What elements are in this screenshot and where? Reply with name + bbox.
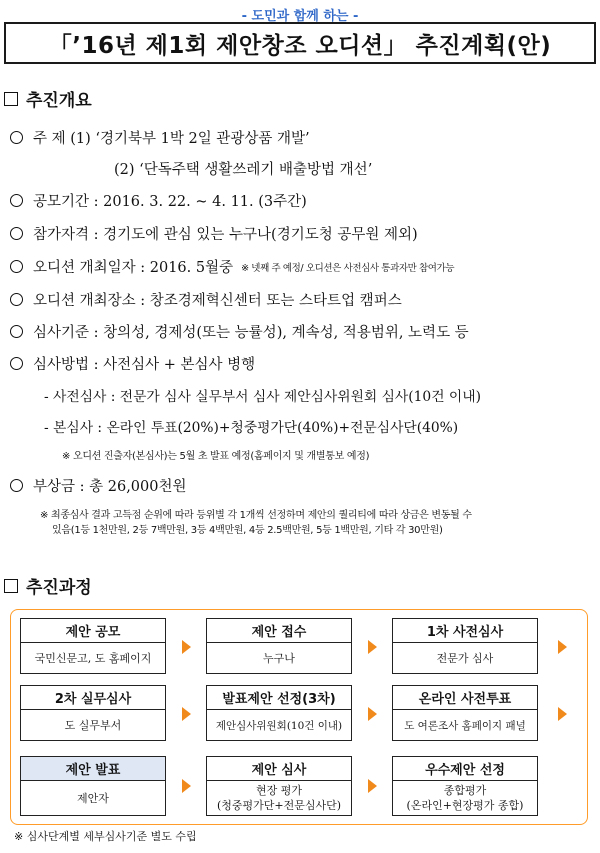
date-text: 오디션 개최일자 : 2016. 5월중 [33, 260, 234, 276]
prize-line [10, 475, 187, 496]
section-process-heading [4, 573, 92, 598]
step-title: 발표제안 선정(3차) [207, 686, 351, 710]
arrow-right-icon [182, 779, 191, 793]
square-bullet-icon [4, 579, 18, 593]
step-card [20, 685, 166, 741]
circle-bullet-icon [10, 479, 23, 492]
step-card [206, 685, 352, 741]
period-line [10, 190, 307, 211]
prize-text: 부상금 : 총 26,000천원 [33, 479, 187, 495]
section-overview-heading [4, 86, 92, 111]
arrow-right-icon [368, 779, 377, 793]
circle-bullet-icon [10, 357, 23, 370]
step-title: 제안 공모 [21, 619, 165, 643]
eligibility-text: 참가자격 : 경기도에 관심 있는 누구나(경기도청 공무원 제외) [33, 227, 418, 243]
section-process-label: 추진과정 [26, 578, 92, 598]
step-title: 온라인 사전투표 [393, 686, 537, 710]
circle-bullet-icon [10, 325, 23, 338]
method-pre-line: - 사전심사 : 전문가 심사 실무부서 심사 제안심사위원회 심사(10건 이내) [44, 389, 481, 405]
arrow-right-icon [182, 640, 191, 654]
step-desc: 국민신문고, 도 홈페이지 [34, 652, 152, 665]
step-card [20, 618, 166, 674]
topic-line [10, 127, 310, 148]
step-desc: 전문가 심사 [436, 652, 494, 665]
prize-note-1: ※ 최종심사 결과 고득점 순위에 따라 등위별 각 1개씩 선정하며 제안의 퀄리티에 따라 상금은 변동될 수 [40, 510, 472, 521]
step-desc-group [207, 781, 351, 815]
circle-bullet-icon [10, 227, 23, 240]
page-title: 「’16년 제1회 제안창조 오디션」 추진계획(안) [48, 32, 552, 59]
criteria-line [10, 321, 469, 342]
method-main-line: - 본심사 : 온라인 투표(20%)+청중평가단(40%)+전문심사단(40%) [44, 420, 459, 436]
arrow-right-icon [558, 707, 567, 721]
step-card [206, 618, 352, 674]
venue-text: 오디션 개최장소 : 창조경제혁신센터 또는 스타트업 캠퍼스 [33, 293, 402, 309]
step-card [392, 756, 538, 816]
method-text: 심사방법 : 사전심사 + 본심사 병행 [33, 357, 256, 373]
step-desc: 도 여론조사 홈페이지 패널 [404, 719, 526, 732]
method-note: ※ 오디션 진출자(본심사)는 5월 초 발표 예정(홈페이지 및 개별통보 예정) [62, 451, 370, 462]
step-card [392, 618, 538, 674]
step-desc: 제안심사위원회(10건 이내) [215, 719, 343, 732]
date-note: ※ 넷째 주 예정/ 오디션은 사전심사 통과자만 참여가능 [241, 263, 455, 274]
subtitle: - 도민과 함께 하는 - [241, 9, 359, 24]
topic-text-1: 주 제 (1) ‘경기북부 1박 2일 관광상품 개발’ [33, 131, 310, 147]
step-desc-group [393, 781, 537, 815]
step-title: 제안 심사 [207, 757, 351, 781]
method-line [10, 353, 255, 374]
step-card [20, 756, 166, 816]
step-title: 1차 사전심사 [393, 619, 537, 643]
step-title: 2차 실무심사 [21, 686, 165, 710]
topic-line-2: (2) ‘단독주택 생활쓰레기 배출방법 개선’ [114, 162, 373, 178]
prize-note-2: 있음(1등 1천만원, 2등 7백만원, 3등 4백만원, 4등 2.5백만원, 5등 1백만원, 기타 각 30만원) [52, 525, 443, 536]
step-desc-detail: (청중평가단+전문심사단) [216, 799, 342, 812]
step-desc: 현장 평가 [255, 784, 302, 797]
date-line [10, 256, 454, 277]
step-desc: 제안자 [77, 791, 109, 805]
square-bullet-icon [4, 92, 18, 106]
step-desc: 누구나 [263, 652, 295, 665]
eligibility-line [10, 223, 418, 244]
step-desc: 도 실무부서 [64, 719, 122, 732]
circle-bullet-icon [10, 260, 23, 273]
criteria-text: 심사기준 : 창의성, 경제성(또는 능률성), 계속성, 적용범위, 노력도 등 [33, 325, 469, 341]
step-card [206, 756, 352, 816]
period-text: 공모기간 : 2016. 3. 22. ~ 4. 11. (3주간) [33, 194, 307, 210]
arrow-right-icon [368, 640, 377, 654]
step-desc: 종합평가 [443, 784, 487, 797]
footnote: ※ 심사단계별 세부심사기준 별도 수립 [14, 830, 197, 843]
section-overview-label: 추진개요 [26, 91, 92, 111]
step-card [392, 685, 538, 741]
step-title: 제안 발표 [21, 757, 165, 781]
circle-bullet-icon [10, 293, 23, 306]
arrow-right-icon [182, 707, 191, 721]
title-box [4, 22, 596, 64]
venue-line [10, 289, 402, 310]
arrow-right-icon [368, 707, 377, 721]
circle-bullet-icon [10, 194, 23, 207]
circle-bullet-icon [10, 131, 23, 144]
step-title: 우수제안 선정 [393, 757, 537, 781]
step-desc-detail: (온라인+현장평가 종합) [406, 799, 524, 812]
arrow-right-icon [558, 640, 567, 654]
step-title: 제안 접수 [207, 619, 351, 643]
